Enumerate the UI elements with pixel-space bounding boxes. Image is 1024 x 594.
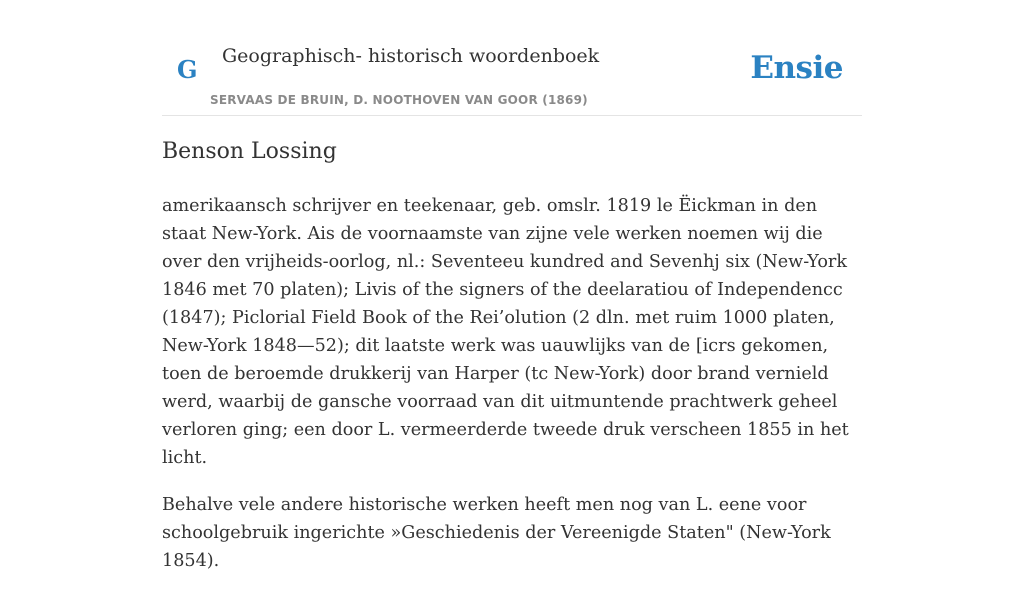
entry-paragraph: amerikaansch schrijver en teekenaar, geb. omslr. 1819 le Ëickman in den staat New-York. Ais de voornaamste van zijne vele werken noemen wij die over den vrijheids-oorlog, nl.: Seventeeu kundred and Sevenhj six (New-York 1846 met 70 platen); Livis of the signers of the deelaratiou of Independencc (1847); Piclorial Field Book of the Rei’olution (2 dln. met ruim 1000 platen, New-York 1848—52); dit laatste werk was uauwlijks van de [icrs gekomen, toen de beroemde drukkerij van Harper (tc New-York) door brand vernield werd, waarbij de gansche voorraad van dit uitmuntende prachtwerk geheel verloren ging; een door L. vermeerderde tweede druk verscheen 1855 in het licht. (162, 196, 849, 468)
book-author: SERVAAS DE BRUIN, D. NOOTHOVEN VAN GOOR (1869) (210, 93, 588, 107)
book-logo[interactable]: G (177, 55, 198, 84)
book-title-link[interactable]: Geographisch- historisch woordenboek (222, 45, 600, 67)
header (162, 40, 862, 116)
entry-paragraph: Behalve vele andere historische werken heeft men nog van L. eene voor schoolgebruik ingerichte »Geschiedenis der Vereenigde Staten" (New-York 1854). (162, 495, 831, 571)
entry-body (162, 192, 862, 594)
brand-logo-link[interactable]: Ensie (750, 50, 843, 86)
entry-title: Benson Lossing (162, 139, 337, 164)
